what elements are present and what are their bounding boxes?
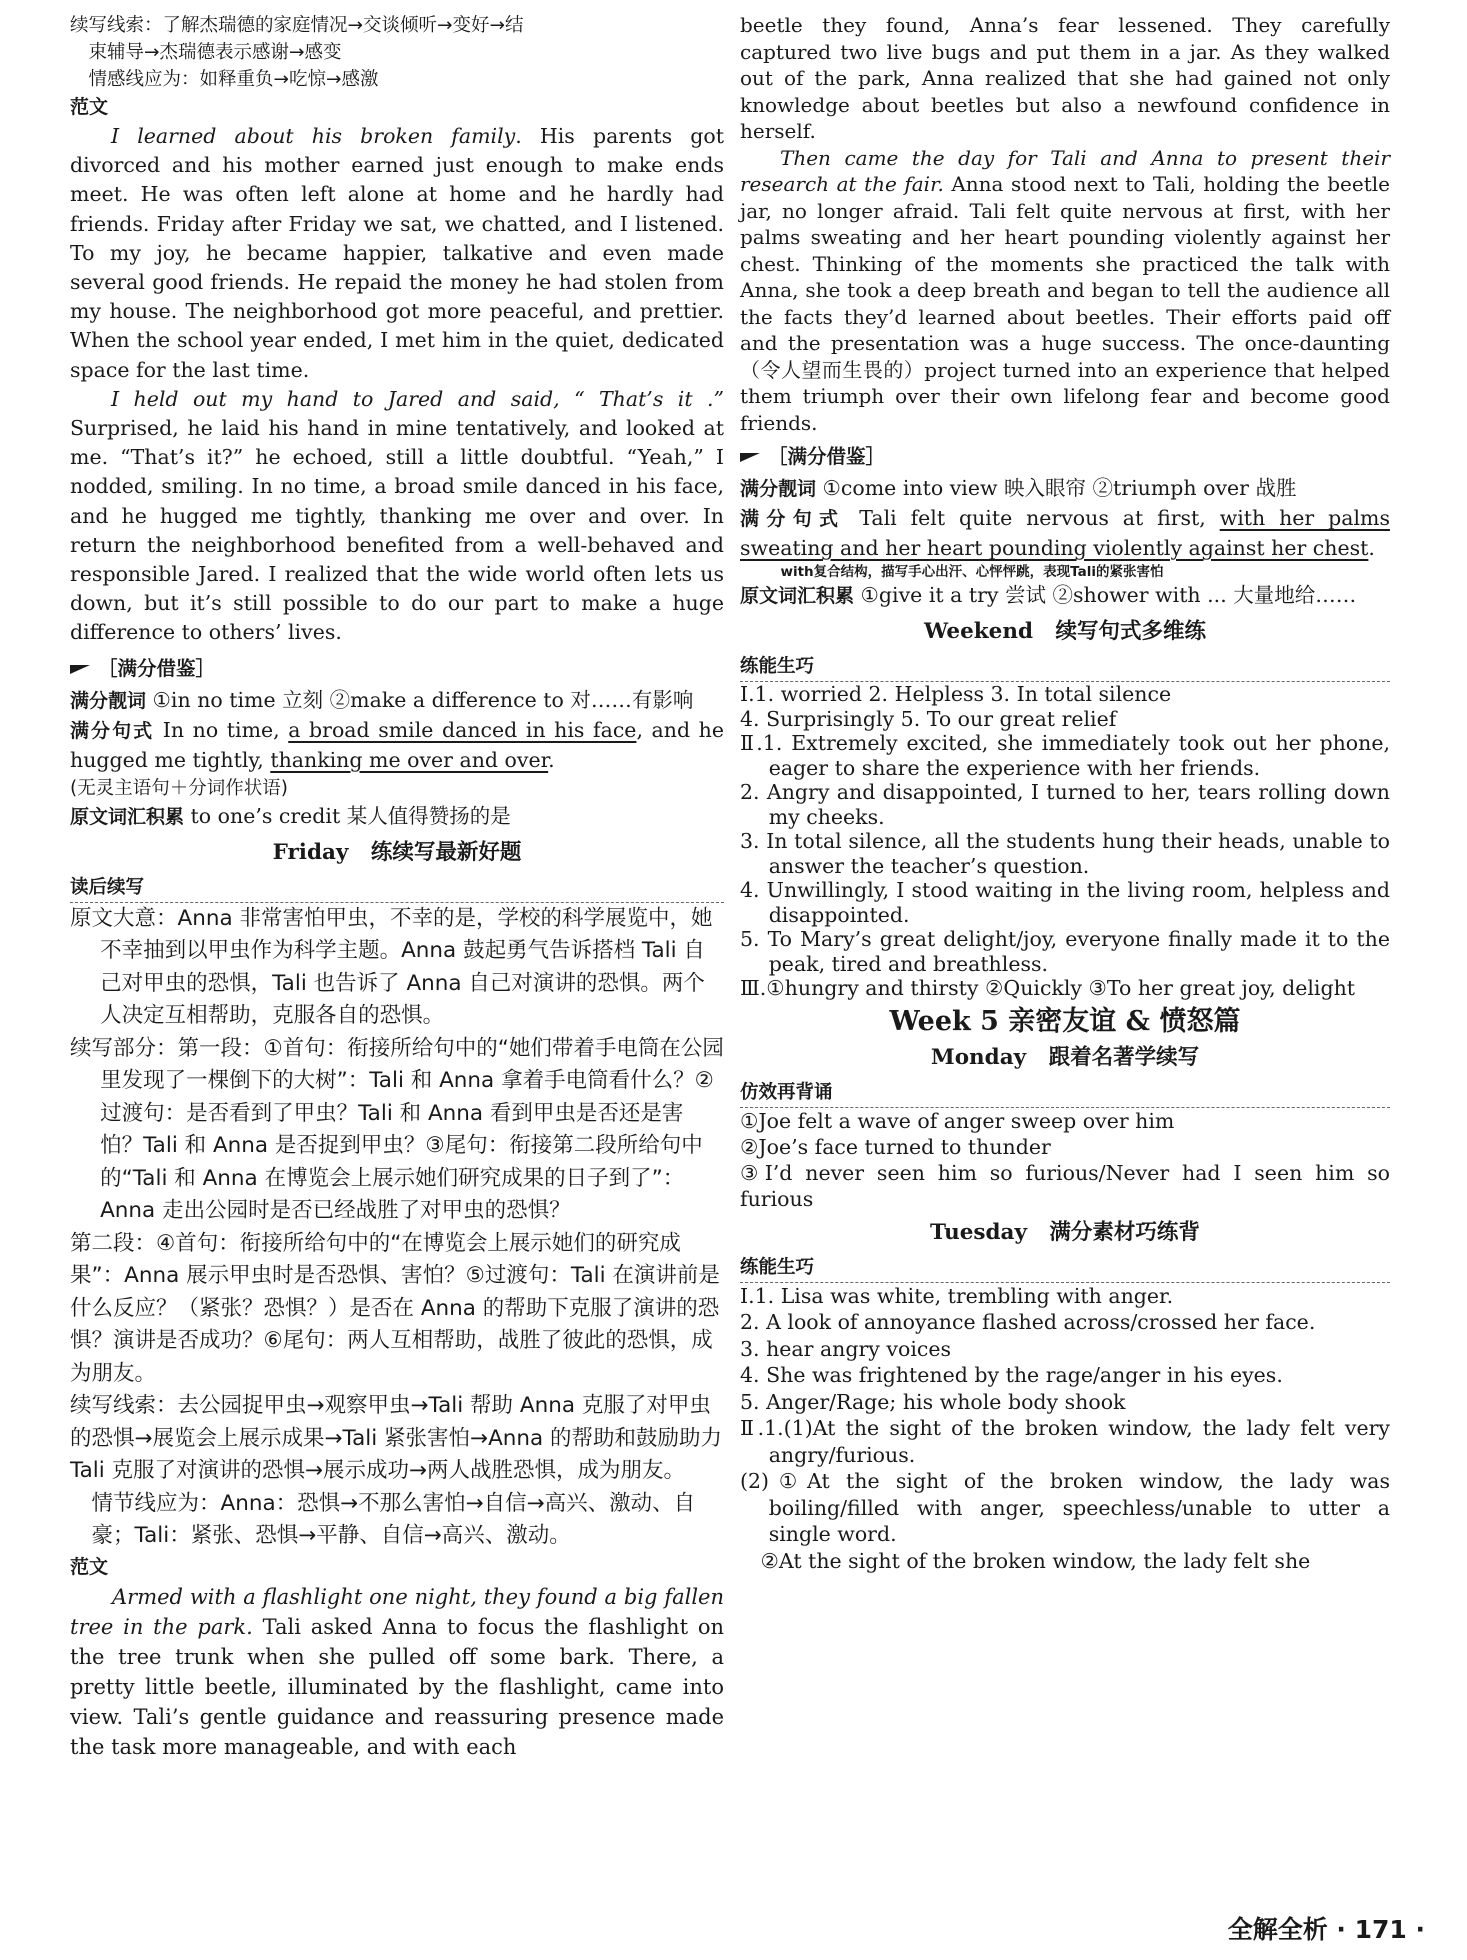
borrow-heading: ［满分借鉴］ bbox=[70, 654, 724, 684]
section-recite: 仿效再背诵 bbox=[740, 1079, 1390, 1108]
summary: 原文大意：Anna 非常害怕甲虫，不幸的是，学校的科学展览中，她不幸抽到以甲虫作为科学主题。Anna 鼓起勇气告诉搭档 Tali 自己对甲虫的恐惧，Tali 也告诉了 Anna 自己对演讲的恐惧。两个人决定互相帮助，克服各自的恐惧。 bbox=[70, 905, 713, 1029]
accum-label: 原文词汇积累 bbox=[740, 585, 855, 608]
essay-text: . His parents got divorced and his mother earned just enough to make ends meet. He was often left alone at home and he hardly had friends. Friday after Friday we sat, we chatted, and I listened. To my joy, he became happier, talkative and even made several good friends. He repaid the money he had stolen from my house. The neighborhood got more peaceful, and prettier. When the school year ended, I met him in the quiet, dedicated space for the last time. bbox=[70, 124, 724, 382]
sentence-note: (无灵主语句＋分词作状语) bbox=[70, 777, 288, 799]
answer-line: 3. hear angry voices bbox=[740, 1336, 952, 1361]
underlined-phrase: thanking me over and over bbox=[270, 747, 549, 772]
answer-line: ②At the sight of the broken window, the lady felt she bbox=[760, 1548, 1311, 1573]
page-number: 全解全析 · 171 · bbox=[1227, 1915, 1425, 1944]
flag-icon bbox=[740, 453, 760, 462]
clue-two: 续写线索：去公园捉甲虫→观察甲虫→Tali 帮助 Anna 克服了对甲虫的恐惧→展览会上展示成果→Tali 紧张害怕→Anna 的帮助和鼓励助力 Tali 克服了对演讲的恐惧→展示成功→两人战胜恐惧，成为朋友。 bbox=[70, 1393, 723, 1484]
given-sentence: Armed with a flashlight one night, they found a big fallen tree in the park. bbox=[70, 1584, 724, 1639]
clue-line: 情感线应为：如释重负→吃惊→感激 bbox=[88, 69, 379, 90]
left-column bbox=[70, 12, 724, 1762]
clue-line: 续写线索：了解杰瑞德的家庭情况→交谈倾听→变好→结 bbox=[70, 15, 524, 36]
accum-line bbox=[740, 581, 1390, 611]
answer-line: 3. In total silence, all the students hung their heads, unable to answer the teacher’s question. bbox=[740, 829, 1390, 878]
answer-line: Ⅱ.1.(1)At the sight of the broken window, the lady felt very angry/furious. bbox=[740, 1416, 1390, 1467]
answer-line: 5. To Mary’s great delight/joy, everyone finally made it to the peak, tired and breathless. bbox=[740, 927, 1390, 976]
tuesday-heading: Tuesday 满分素材巧练背 bbox=[930, 1219, 1200, 1245]
answer-line: Ⅲ.①hungry and thirsty ②Quickly ③To her great joy, delight bbox=[740, 976, 1356, 1001]
weekend-answers bbox=[740, 682, 1390, 1001]
tuesday-answers bbox=[740, 1283, 1390, 1575]
answer-line: 2. A look of annoyance flashed across/crossed her face. bbox=[740, 1310, 1316, 1335]
vocab-label: 满分靓词 bbox=[740, 478, 817, 500]
recite-list bbox=[740, 1108, 1390, 1212]
answer-line: 4. She was frightened by the rage/anger in his eyes. bbox=[740, 1363, 1283, 1388]
model-essay-label: 范文 bbox=[70, 1555, 109, 1578]
friday-heading: Friday 练续写最新好题 bbox=[272, 839, 522, 865]
underlined-phrase: with her palms sweating and her heart pounding violently against her chest bbox=[740, 506, 1390, 560]
essay-text: Surprised, he laid his hand in mine tentatively, and looked at me. “That’s it?” he echoed, still a little doubtful. “Yeah,” I nodded, smiling. In no time, a broad smile danced in his face, and he hugged me tightly, thanking me over and over. In return the neighborhood benefited from a well-behaved and responsible Jared. I realized that the wide world often lets us down, but it’s still possible to do our part to make a huge difference to others’ lives. bbox=[70, 416, 724, 645]
answer-line: 5. Anger/Rage; his whole body shook bbox=[740, 1389, 1126, 1414]
model-essay-paragraph bbox=[740, 145, 1390, 437]
emotion-line: 情节线应为：Anna：恐惧→不那么害怕→自信→高兴、激动、自豪；Tali：紧张、恐惧→平静、自信→高兴、激动。 bbox=[91, 1490, 696, 1549]
right-column bbox=[740, 12, 1390, 1574]
continued-paragraph: beetle they found, Anna’s fear lessened. They carefully captured two live bugs and put them in a jar. As they walked out of the park, Anna realized that she had gained not only knowledge about beetles but also a newfound confidence in herself. bbox=[740, 13, 1390, 143]
accum-text: to one’s credit 某人值得赞扬的是 bbox=[190, 803, 511, 828]
sentence-label: 满分句式 bbox=[740, 508, 846, 530]
sentence-line: 满分句式 Tali felt quite nervous at first, with her palms sweating and her heart pounding violently against her chest. bbox=[740, 506, 1390, 560]
recite-line: ①Joe felt a wave of anger sweep over him bbox=[740, 1108, 1175, 1133]
answer-line: 4. Unwillingly, I stood waiting in the living room, helpless and disappointed. bbox=[740, 878, 1390, 927]
model-essay-paragraph bbox=[70, 1582, 724, 1762]
given-sentence: Then came the day for Tali and Anna to present their research at the fair. bbox=[740, 145, 1390, 196]
model-essay-paragraph bbox=[70, 385, 724, 648]
monday-heading: Monday 跟着名著学续写 bbox=[930, 1044, 1200, 1070]
week-heading: Week 5 亲密友谊 & 愤怒篇 bbox=[889, 1005, 1241, 1037]
essay-text: Anna stood next to Tali, holding the beetle jar, no longer afraid. Tali felt quite nervous at first, with her palms sweating and her heart pounding violently against her chest. Thinking of the moments she practiced the talk with Anna, she took a deep breath and began to tell the audience all the facts they’d learned about beetles. Their efforts paid off and the presentation was a huge success. The once-daunting（令人望而生畏的）project turned into an experience that helped them triumph over their own lifelong fear and become good friends. bbox=[740, 172, 1390, 435]
recite-line: ③I’d never seen him so furious/Never had I seen him so furious bbox=[740, 1160, 1390, 1211]
vocab-text: ①in no time 立刻 ②make a difference to 对……有影响 bbox=[152, 687, 694, 712]
model-essay-paragraph bbox=[70, 122, 724, 385]
flag-icon bbox=[70, 665, 90, 674]
part-two: 第二段：④首句：衔接所给句中的“在博览会上展示她们的研究成果”：Anna 展示甲虫时是否恐惧、害怕？⑤过渡句：Tali 在演讲前是什么反应？（紧张？恐惧？）是否在 Anna 的帮助下克服了演讲的恐惧？演讲是否成功？⑥尾句：两人互相帮助，战胜了彼此的恐惧，成为朋友。 bbox=[70, 1230, 720, 1386]
section-skill: 练能生巧 bbox=[740, 1254, 1390, 1283]
section-skill: 练能生巧 bbox=[740, 653, 1390, 682]
sentence-label: 满分句式 bbox=[70, 719, 155, 742]
accum-line bbox=[70, 802, 724, 832]
model-essay-label: 范文 bbox=[70, 96, 109, 118]
vocab-line bbox=[70, 686, 724, 716]
answer-line: Ⅰ.1. Lisa was white, trembling with anger. bbox=[740, 1283, 1174, 1308]
weekend-heading: Weekend 续写句式多维练 bbox=[924, 619, 1206, 645]
answer-line: Ⅱ.1. Extremely excited, she immediately took out her phone, eager to share the experience with her friends. bbox=[740, 731, 1390, 780]
borrow-heading: ［满分借鉴］ bbox=[740, 442, 1390, 472]
clue-line: 束辅导→杰瑞德表示感谢→感变 bbox=[88, 42, 342, 63]
sentence-line: 满分句式 In no time, a broad smile danced in his face, and he hugged me tightly, thanking me over and over. bbox=[70, 717, 724, 772]
accum-label: 原文词汇积累 bbox=[70, 805, 185, 828]
vocab-text: ①come into view 映入眼帘 ②triumph over 战胜 bbox=[822, 476, 1297, 500]
underlined-phrase: a broad smile danced in his face bbox=[288, 717, 637, 742]
section-read: 读后续写 bbox=[70, 874, 724, 903]
vocab-line bbox=[740, 474, 1390, 504]
answer-line: 2. Angry and disappointed, I turned to her, tears rolling down my cheeks. bbox=[740, 780, 1390, 829]
clue-block bbox=[70, 12, 724, 93]
answer-line: Ⅰ.1. worried 2. Helpless 3. In total silence bbox=[740, 682, 1172, 707]
given-sentence: I learned about his broken family bbox=[111, 124, 516, 148]
vocab-label: 满分靓词 bbox=[70, 689, 147, 712]
recite-line: ②Joe’s face turned to thunder bbox=[740, 1134, 1051, 1159]
part-one: 续写部分：第一段：①首句：衔接所给句中的“她们带着手电筒在公园里发现了一棵倒下的大树”：Tali 和 Anna 拿着手电筒看什么？②过渡句：是否看到了甲虫？Tali 和 Anna 看到甲虫是否还是害怕？Tali 和 Anna 是否捉到甲虫？③尾句：衔接第二段所给句中的“Tali 和 Anna 在博览会上展示她们研究成果的日子到了”：Anna 走出公园时是否已经战胜了对甲虫的恐惧？ bbox=[70, 1035, 724, 1224]
answer-line: (2)①At the sight of the broken window, the lady was boiling/filled with anger, speechless/unable to utter a single word. bbox=[740, 1469, 1390, 1547]
given-sentence: I held out my hand to Jared and said, “ That’s it .” bbox=[111, 386, 724, 411]
sentence-note: with复合结构，描写手心出汗、心怦怦跳，表现Tali的紧张害怕 bbox=[780, 564, 1164, 581]
accum-text: ①give it a try 尝试 ②shower with ... 大量地给…… bbox=[860, 583, 1357, 608]
essay-text: Tali asked Anna to focus the flashlight on the tree trunk when she pulled off some bark. There, a pretty little beetle, illuminated by the flashlight, came into view. Tali’s gentle guidance and reassuring presence made the task more manageable, and with each bbox=[70, 1614, 724, 1759]
answer-line: 4. Surprisingly 5. To our great relief bbox=[740, 706, 1117, 731]
